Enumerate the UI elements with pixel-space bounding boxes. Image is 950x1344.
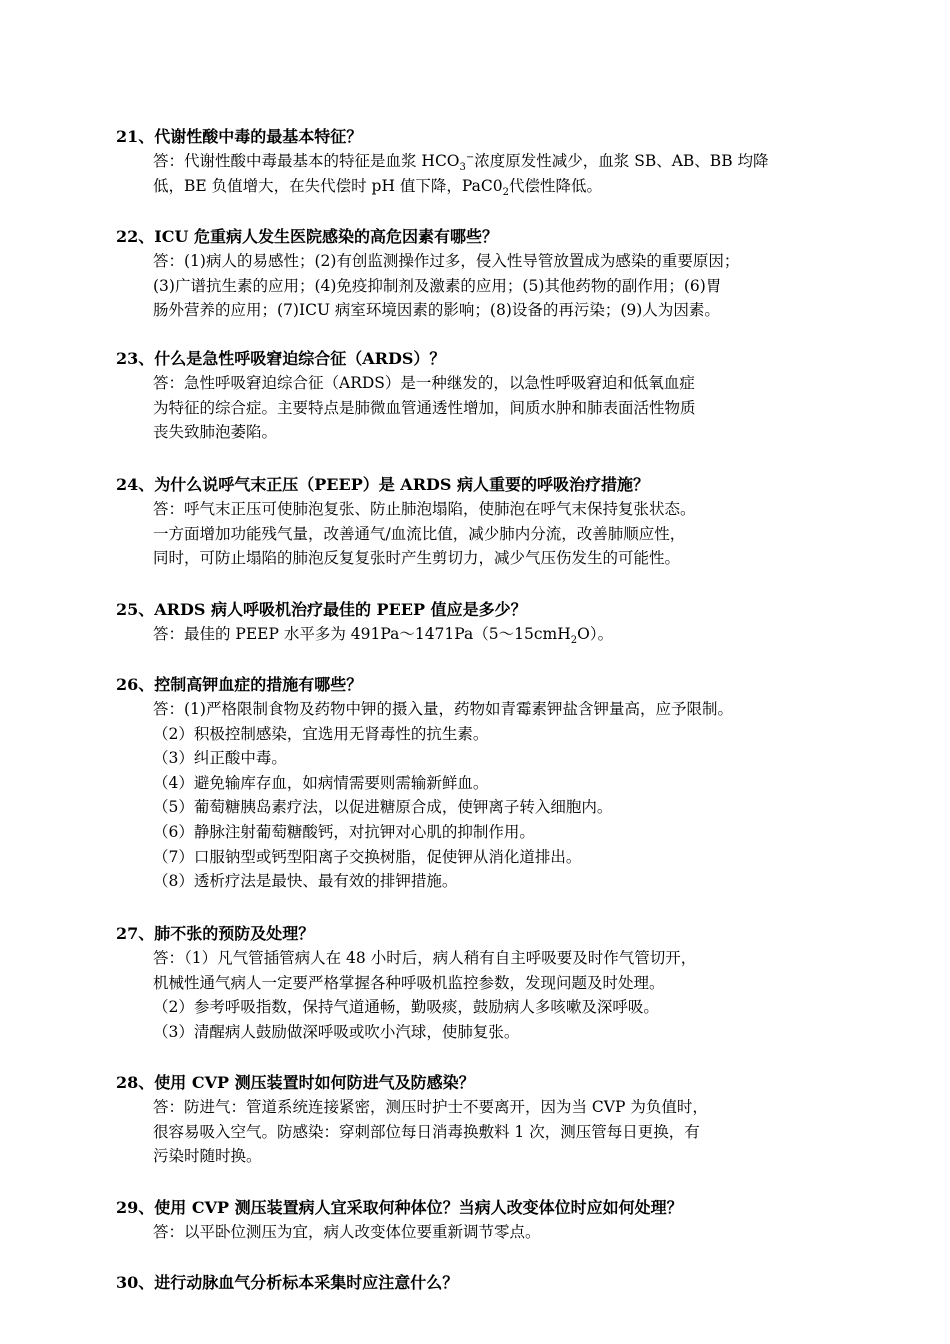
answer-line: (3)广谱抗生素的应用；(4)免疫抑制剂及激素的应用；(5)其他药物的副作用；(6)胃 [153, 276, 722, 295]
qa-item-25 [116, 598, 906, 647]
answer-line: （7）口服钠型或钙型阳离子交换树脂，促使钾从消化道排出。 [153, 847, 582, 866]
answer-line: 答：急性呼吸窘迫综合征（ARDS）是一种继发的，以急性呼吸窘迫和低氧血症 [153, 374, 695, 392]
answer-line: （6）静脉注射葡萄糖酸钙，对抗钾对心肌的抑制作用。 [153, 822, 535, 841]
question-title: 24、为什么说呼气末正压（PEEP）是 ARDS 病人重要的呼吸治疗措施？ [116, 475, 650, 494]
qa-item-24 [116, 473, 906, 571]
answer [153, 371, 906, 445]
answer [153, 1220, 906, 1245]
question-title: 29、使用 CVP 测压装置病人宜采取何种体位？当病人改变体位时应如何处理？ [116, 1198, 683, 1217]
answer-line: 机械性通气病人一定要严格掌握各种呼吸机监控参数，发现问题及时处理。 [153, 973, 665, 992]
answer-line: 答：代谢性酸中毒最基本的特征是血浆 $HCO_3^-$浓度原发性减少，血浆 SB、AB、BB 均降 [153, 151, 769, 174]
answer-line: 答：最佳的 PEEP 水平多为 491Pa～1471Pa（5～15cmH$_2$O）。 [153, 625, 614, 647]
answer-line: （2）积极控制感染，宜选用无肾毒性的抗生素。 [153, 724, 489, 743]
answer [153, 622, 906, 647]
qa-item-26 [116, 673, 906, 894]
qa-item-29 [116, 1196, 906, 1245]
qa-item-30 [116, 1271, 906, 1295]
question-title: 22、ICU 危重病人发生医院感染的高危因素有哪些？ [116, 227, 499, 246]
question-title: 21、代谢性酸中毒的最基本特征？ [116, 127, 363, 146]
question-title: 27、肺不张的预防及处理？ [116, 924, 315, 943]
answer [153, 497, 906, 571]
answer-line: 为特征的综合症。主要特点是肺微血管通透性增加，间质水肿和肺表面活性物质 [153, 398, 696, 417]
answer-line: 污染时随时换。 [153, 1147, 262, 1166]
answer-line: 一方面增加功能残气量，改善通气/血流比值，减少肺内分流，改善肺顺应性， [153, 524, 686, 543]
question-title: 30、进行动脉血气分析标本采集时应注意什么？ [116, 1273, 459, 1292]
question-title: 26、控制高钾血症的措施有哪些？ [116, 675, 363, 694]
subscript: 3 [459, 162, 466, 174]
question-title: 23、什么是急性呼吸窘迫综合征（ARDS）？ [116, 349, 446, 368]
answer-line: 肠外营养的应用；(7)ICU 病室环境因素的影响；(8)设备的再污染；(9)人为因素。 [153, 301, 720, 320]
answer [153, 1095, 906, 1169]
qa-item-21 [116, 125, 906, 198]
answer-line: 答：防进气：管道系统连接紧密，测压时护士不要离开，因为当 CVP 为负值时， [153, 1098, 708, 1116]
answer [153, 249, 906, 323]
answer-line: 同时，可防止塌陷的肺泡反复复张时产生剪切力，减少气压伤发生的可能性。 [153, 549, 681, 568]
answer-line: （3）清醒病人鼓励做深呼吸或吹小汽球，使肺复张。 [153, 1022, 520, 1041]
answer-line: （2）参考呼吸指数，保持气道通畅，勤吸痰，鼓励病人多咳嗽及深呼吸。 [153, 998, 659, 1017]
qa-item-28 [116, 1071, 906, 1169]
answer-line: 答：(1)病人的易感性；(2)有创监测操作过多，侵入性导管放置成为感染的重要原因； [153, 252, 740, 270]
superscript: − [465, 151, 475, 163]
answer-line: 答：以平卧位测压为宜，病人改变体位要重新调节零点。 [153, 1223, 541, 1241]
subscript: 2 [570, 635, 578, 647]
question-title: 28、使用 CVP 测压装置时如何防进气及防感染？ [116, 1073, 475, 1092]
answer-line: 答：（1）凡气管插管病人在 48 小时后，病人稍有自主呼吸要及时作气管切开， [153, 949, 697, 967]
answer-line: （4）避免输库存血，如病情需要则需输新鲜血。 [153, 773, 489, 792]
answer-line: （5）葡萄糖胰岛素疗法，以促进糖原合成，使钾离子转入细胞内。 [153, 798, 613, 817]
question-title: 25、ARDS 病人呼吸机治疗最佳的 PEEP 值应是多少？ [116, 600, 527, 619]
answer [153, 946, 906, 1044]
answer [153, 149, 906, 198]
answer [153, 697, 906, 894]
answer-line: 答：呼气末正压可使肺泡复张、防止肺泡塌陷，使肺泡在呼气末保持复张状态。 [153, 500, 696, 518]
subscript: 2 [502, 186, 509, 198]
answer-line: 低，BE 负值增大，在失代偿时 pH 值下降，$PaC0_2$代偿性降低。 [153, 176, 603, 198]
qa-item-27 [116, 922, 906, 1044]
answer-line: （3）纠正酸中毒。 [153, 749, 287, 768]
qa-item-22 [116, 225, 906, 323]
answer-line: 丧失致肺泡萎陷。 [153, 423, 278, 442]
answer-line: 答：(1)严格限制食物及药物中钾的摄入量，药物如青霉素钾盐含钾量高，应予限制。 [153, 700, 733, 718]
qa-item-23 [116, 347, 906, 445]
answer-line: 很容易吸入空气。防感染：穿刺部位每日消毒换敷料 1 次，测压管每日更换，有 [153, 1122, 700, 1141]
answer-line: （8）透析疗法是最快、最有效的排钾措施。 [153, 872, 458, 891]
